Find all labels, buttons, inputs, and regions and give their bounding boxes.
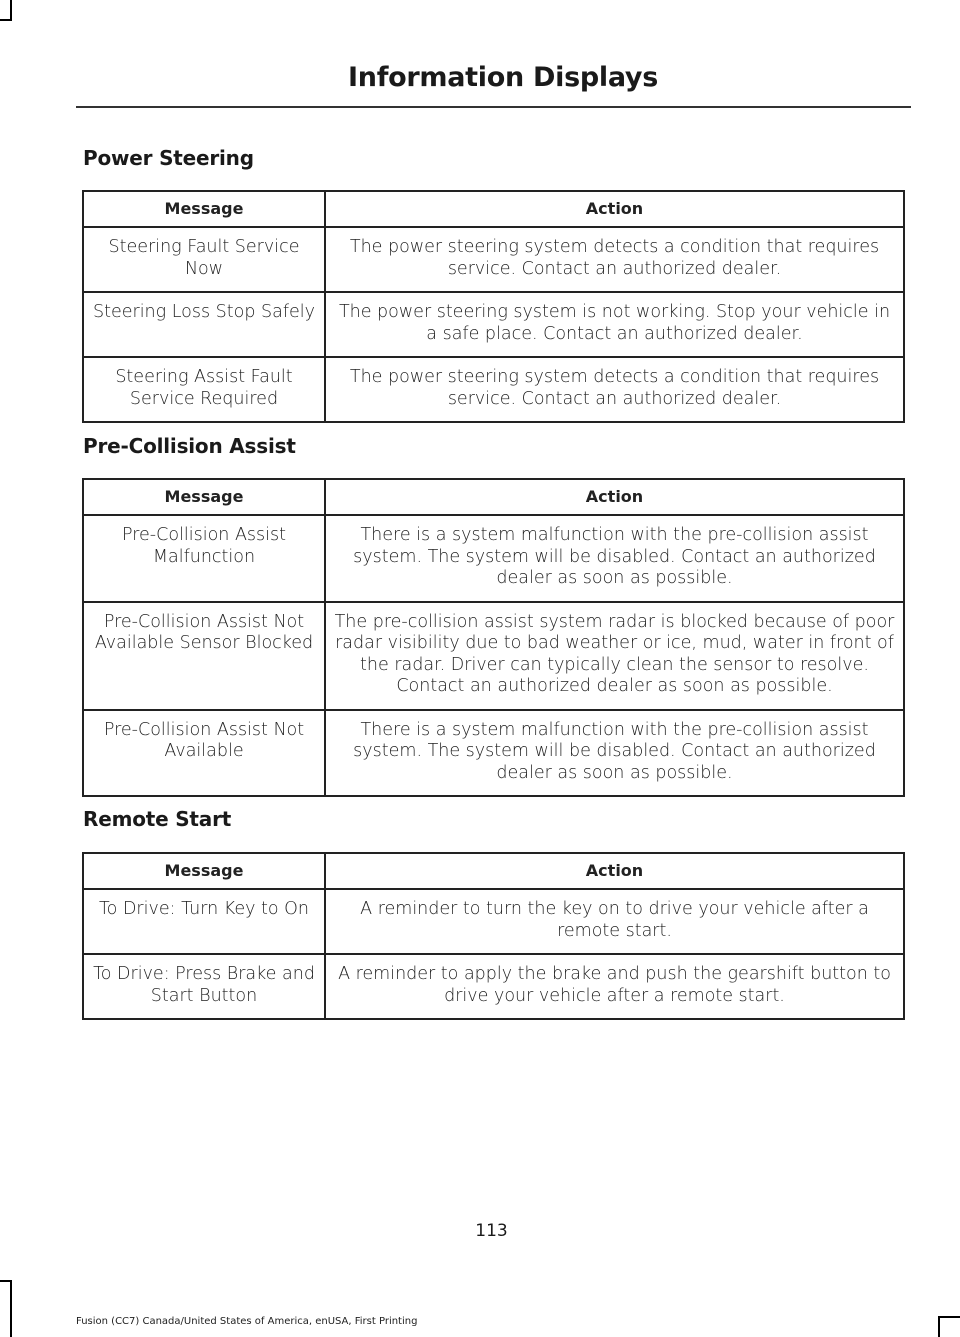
table-row xyxy=(83,710,904,797)
crop-mark xyxy=(0,19,12,21)
action-column-header: Action xyxy=(325,853,904,889)
table-header-row xyxy=(83,191,904,227)
message-cell: Pre-Collision Assist Not Available xyxy=(83,710,325,797)
message-column-header: Message xyxy=(83,191,325,227)
action-cell: The power steering system detects a condition that requires service. Contact an authorized dealer. xyxy=(325,227,904,292)
message-cell: Steering Fault Service Now xyxy=(83,227,325,292)
table-row xyxy=(83,954,904,1019)
message-cell: To Drive: Press Brake and Start Button xyxy=(83,954,325,1019)
section-title-pre-collision-assist: Pre-Collision Assist xyxy=(83,434,296,458)
message-column-header: Message xyxy=(83,853,325,889)
action-cell: There is a system malfunction with the pre-collision assist system. The system will be disabled. Contact an authorized dealer as soon as possible. xyxy=(325,515,904,602)
table-header-row xyxy=(83,479,904,515)
power-steering-table xyxy=(82,190,905,423)
header-divider xyxy=(76,106,911,108)
crop-mark xyxy=(938,1316,940,1337)
table-row xyxy=(83,515,904,602)
pre-collision-assist-table xyxy=(82,478,905,797)
action-cell: The power steering system detects a condition that requires service. Contact an authorized dealer. xyxy=(325,357,904,422)
page-title: Information Displays xyxy=(348,62,658,93)
action-column-header: Action xyxy=(325,191,904,227)
action-cell: The power steering system is not working. Stop your vehicle in a safe place. Contact an authorized dealer. xyxy=(325,292,904,357)
table-row xyxy=(83,889,904,954)
remote-start-table xyxy=(82,852,905,1020)
message-cell: Steering Loss Stop Safely xyxy=(83,292,325,357)
message-cell: Pre-Collision Assist Malfunction xyxy=(83,515,325,602)
message-cell: To Drive: Turn Key to On xyxy=(83,889,325,954)
table-header-row xyxy=(83,853,904,889)
action-column-header: Action xyxy=(325,479,904,515)
crop-mark xyxy=(938,1316,960,1318)
section-title-remote-start: Remote Start xyxy=(83,807,232,831)
footer-edition-note: Fusion (CC7) Canada/United States of America, enUSA, First Printing xyxy=(76,1316,418,1327)
action-cell: The pre-collision assist system radar is blocked because of poor radar visibility due to bad weather or ice, mud, water in front of the radar. Driver can typically clean the sensor to resolve. Contact an authorized dealer as soon as possible. xyxy=(325,602,904,710)
table-row xyxy=(83,292,904,357)
section-title-power-steering: Power Steering xyxy=(83,146,254,170)
crop-mark xyxy=(10,0,12,20)
crop-mark xyxy=(0,1280,12,1282)
page-number: 113 xyxy=(475,1221,508,1241)
action-cell: A reminder to turn the key on to drive your vehicle after a remote start. xyxy=(325,889,904,954)
action-cell: There is a system malfunction with the pre-collision assist system. The system will be disabled. Contact an authorized dealer as soon as possible. xyxy=(325,710,904,797)
table-row xyxy=(83,227,904,292)
message-cell: Steering Assist Fault Service Required xyxy=(83,357,325,422)
table-row xyxy=(83,602,904,710)
message-cell: Pre-Collision Assist Not Available Sensor Blocked xyxy=(83,602,325,710)
message-column-header: Message xyxy=(83,479,325,515)
crop-mark xyxy=(10,1280,12,1337)
table-row xyxy=(83,357,904,422)
action-cell: A reminder to apply the brake and push the gearshift button to drive your vehicle after a remote start. xyxy=(325,954,904,1019)
